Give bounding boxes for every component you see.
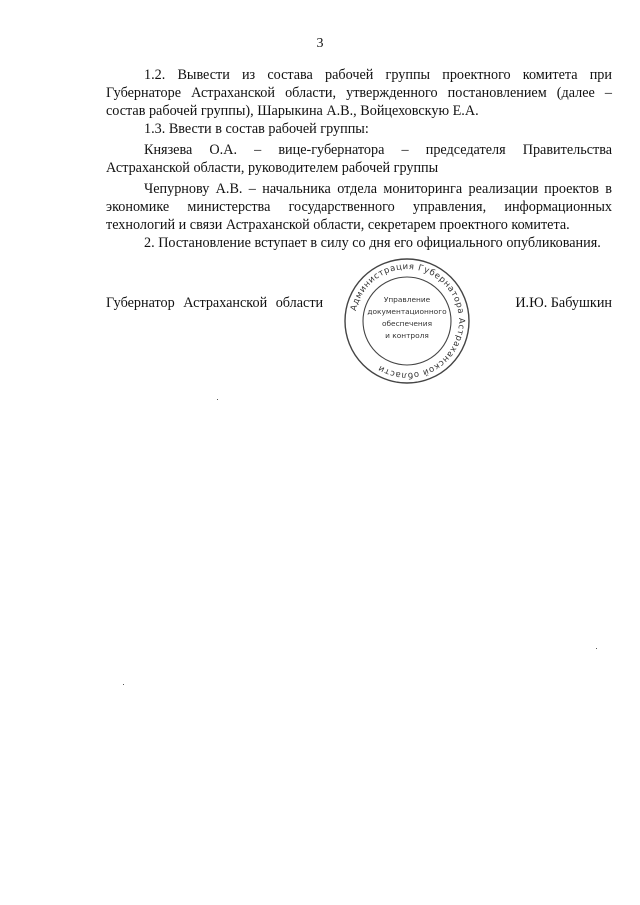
scan-speck xyxy=(123,684,124,685)
signatory-name: И.Ю. Бабушкин xyxy=(515,295,612,311)
page-number: 3 xyxy=(316,36,324,51)
official-stamp xyxy=(342,256,472,386)
stamp-inner-line-4: и контроля xyxy=(385,331,429,340)
stamp-outer-text-path: Администрация Губернатора Астраханской области xyxy=(349,261,467,381)
paragraph-2: 2. Постановление вступает в силу со дня его официального опубликования. xyxy=(144,235,601,251)
stamp-inner-line-2: документационного xyxy=(367,307,447,316)
document-body xyxy=(106,66,612,252)
stamp-inner-line-1: Управление xyxy=(383,295,431,304)
scan-speck xyxy=(217,399,218,400)
paragraph-knyazev: Князева О.А. – вице-губернатора – председателя Правительства Астраханской области, руководителем рабочей группы xyxy=(106,142,612,176)
scan-speck xyxy=(596,648,597,649)
signatory-position: Губернатор Астраханской области xyxy=(106,295,324,311)
stamp-inner-line-3: обеспечения xyxy=(381,319,433,328)
paragraph-1-2: 1.2. Вывести из состава рабочей группы проектного комитета при Губернаторе Астраханской области, утвержденного постановлением (далее – состав рабочей группы), Шарыкина А.В., Войцеховскую Е.А. xyxy=(106,67,612,119)
paragraph-1-3: 1.3. Ввести в состав рабочей группы: xyxy=(144,121,369,137)
paragraph-chepurnova: Чепурнову А.В. – начальника отдела мониторинга реализации проектов в экономике министерства государственного управления, информационных технологий и связи Астраханской области, секретарем проектного комитета. xyxy=(106,181,612,233)
